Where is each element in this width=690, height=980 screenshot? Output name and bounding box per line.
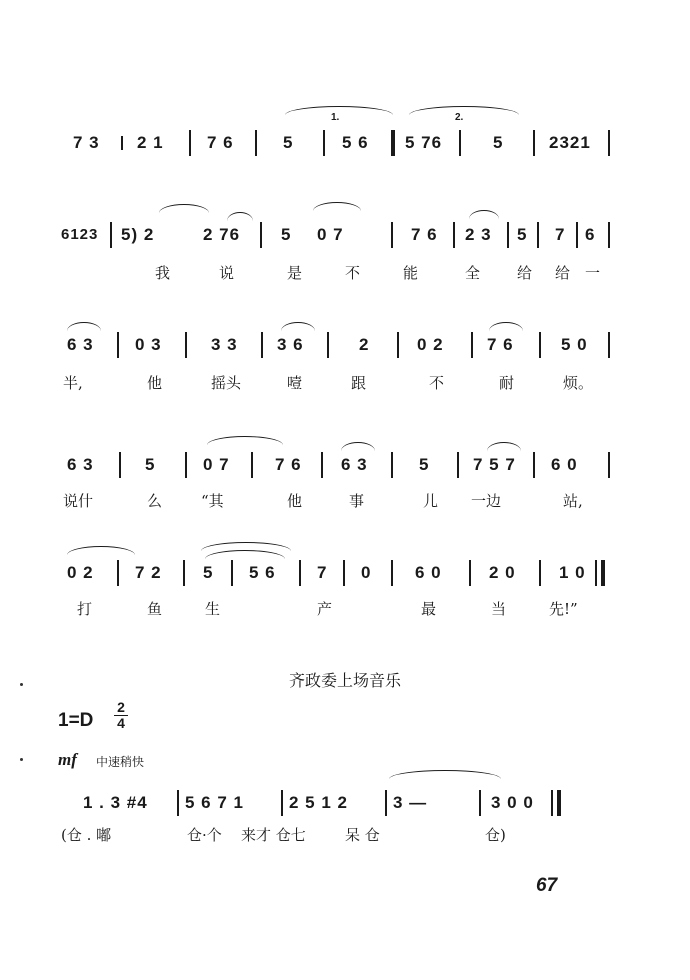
measure: 2321 bbox=[549, 133, 591, 152]
lyric: 噎 bbox=[287, 374, 303, 392]
percussion-syllables: (仓 . 嘟 bbox=[61, 826, 112, 844]
lyric: 摇头 bbox=[211, 374, 242, 392]
barline bbox=[391, 452, 393, 478]
percussion-row bbox=[55, 824, 615, 854]
barline bbox=[608, 222, 610, 248]
volta-second: 2. bbox=[455, 112, 464, 123]
lyric: 他 bbox=[287, 492, 303, 510]
lyrics-row-4 bbox=[55, 490, 615, 520]
barline bbox=[323, 130, 325, 156]
measure: 7 6 bbox=[275, 455, 302, 474]
barline bbox=[299, 560, 301, 586]
slur bbox=[227, 212, 253, 221]
measure: 1 . 3 #4 bbox=[83, 793, 148, 812]
section-title: 齐政委上场音乐 bbox=[288, 671, 401, 690]
barline bbox=[251, 452, 253, 478]
measure: 2 1 bbox=[137, 133, 164, 152]
barline bbox=[260, 222, 262, 248]
barline bbox=[397, 332, 399, 358]
measure: 2 5 1 2 bbox=[289, 793, 348, 812]
lyric: 能 bbox=[403, 264, 419, 282]
barline bbox=[595, 560, 597, 586]
score-row-6 bbox=[55, 788, 615, 818]
measure: 5 bbox=[517, 225, 528, 244]
meter-top: 2 bbox=[117, 699, 125, 715]
lyric: 说 bbox=[219, 264, 235, 282]
score-row-2 bbox=[55, 220, 615, 250]
measure: 3 — bbox=[393, 793, 428, 812]
lyric: 先!” bbox=[549, 600, 578, 618]
barline bbox=[391, 222, 393, 248]
score-row-4 bbox=[55, 450, 615, 480]
barline bbox=[327, 332, 329, 358]
lyric: 一 bbox=[585, 264, 601, 282]
barline bbox=[177, 790, 179, 816]
barline bbox=[117, 560, 119, 586]
barline bbox=[255, 130, 257, 156]
measure: 5 bbox=[203, 563, 214, 582]
lyric: 不 bbox=[345, 264, 361, 282]
measure: 5 6 7 1 bbox=[185, 793, 244, 812]
measure: 7 bbox=[317, 563, 328, 582]
measure: 6 3 bbox=[67, 455, 94, 474]
barline bbox=[459, 130, 461, 156]
lyric: 全 bbox=[465, 264, 481, 282]
measure: 7 3 bbox=[73, 133, 100, 152]
barline bbox=[189, 130, 191, 156]
barline bbox=[281, 790, 283, 816]
measure: 0 2 bbox=[417, 335, 444, 354]
measure: 5) 2 bbox=[121, 225, 155, 244]
lyric: 么 bbox=[147, 492, 163, 510]
percussion-syllables: 仓·个 bbox=[187, 826, 222, 844]
barline bbox=[261, 332, 263, 358]
measure: 5 6 bbox=[249, 563, 276, 582]
measure: 0 7 bbox=[203, 455, 230, 474]
percussion-syllables: 来才 仓七 bbox=[241, 826, 306, 844]
margin-mark bbox=[20, 758, 23, 761]
barline bbox=[453, 222, 455, 248]
measure: 0 7 bbox=[317, 225, 344, 244]
measure: 5 bbox=[283, 133, 294, 152]
final-barline bbox=[601, 560, 605, 586]
measure: 3 3 bbox=[211, 335, 238, 354]
key-signature: 1=D bbox=[58, 710, 94, 731]
lyrics-row-3 bbox=[55, 372, 615, 402]
measure: 6 3 bbox=[341, 455, 368, 474]
barline bbox=[385, 790, 387, 816]
lyric: 鱼 bbox=[147, 600, 163, 618]
lyric: 一边 bbox=[471, 492, 502, 510]
barline bbox=[471, 332, 473, 358]
slur bbox=[341, 442, 375, 451]
tempo-marking: 中速稍快 bbox=[96, 755, 145, 769]
barline bbox=[608, 130, 610, 156]
score-row-5 bbox=[55, 558, 615, 588]
measure: 5 bbox=[145, 455, 156, 474]
barline bbox=[608, 332, 610, 358]
measure: 7 5 7 bbox=[473, 455, 516, 474]
barline bbox=[457, 452, 459, 478]
score-row-3 bbox=[55, 330, 615, 360]
measure: 6123 bbox=[61, 226, 99, 243]
barline bbox=[576, 222, 578, 248]
lyric: 烦。 bbox=[563, 374, 594, 392]
barline bbox=[539, 332, 541, 358]
slur bbox=[67, 322, 101, 331]
lyrics-row-2 bbox=[55, 262, 615, 292]
measure: 7 6 bbox=[411, 225, 438, 244]
measure: 3 6 bbox=[277, 335, 304, 354]
measure: 6 0 bbox=[551, 455, 578, 474]
measure: 5 0 bbox=[561, 335, 588, 354]
lyric: 给 bbox=[555, 264, 571, 282]
score-row-1 bbox=[55, 112, 615, 158]
time-signature bbox=[114, 700, 128, 731]
barline bbox=[479, 790, 481, 816]
volta-first: 1. bbox=[331, 112, 340, 123]
lyric: 产 bbox=[317, 600, 333, 618]
slur bbox=[409, 106, 519, 115]
barline bbox=[539, 560, 541, 586]
measure: 0 3 bbox=[135, 335, 162, 354]
slur bbox=[469, 210, 499, 219]
barline bbox=[110, 222, 112, 248]
measure: 5 76 bbox=[405, 133, 443, 152]
lyric: 不 bbox=[429, 374, 445, 392]
meter-bottom: 4 bbox=[114, 715, 128, 731]
slur bbox=[67, 546, 135, 555]
slur bbox=[205, 550, 285, 559]
measure: 7 2 bbox=[135, 563, 162, 582]
measure: 6 3 bbox=[67, 335, 94, 354]
measure: 0 2 bbox=[67, 563, 94, 582]
margin-mark bbox=[20, 683, 23, 686]
measure: 7 6 bbox=[207, 133, 234, 152]
lyric: 生 bbox=[205, 600, 221, 618]
measure: 5 6 bbox=[342, 133, 369, 152]
slur bbox=[281, 322, 315, 331]
measure: 2 bbox=[359, 335, 370, 354]
barline bbox=[121, 136, 123, 150]
lyric: 事 bbox=[349, 492, 365, 510]
lyric: 当 bbox=[491, 600, 507, 618]
measure: 5 bbox=[419, 455, 430, 474]
measure: 6 bbox=[585, 225, 596, 244]
barline bbox=[507, 222, 509, 248]
measure: 7 bbox=[555, 225, 566, 244]
lyric: 说什 bbox=[63, 492, 94, 510]
measure: 2 3 bbox=[465, 225, 492, 244]
repeat-barline bbox=[391, 130, 395, 156]
slur bbox=[389, 770, 501, 779]
barline bbox=[533, 452, 535, 478]
slur bbox=[159, 204, 209, 213]
lyric: 最 bbox=[421, 600, 437, 618]
lyric: 是 bbox=[287, 264, 303, 282]
barline bbox=[185, 452, 187, 478]
measure: 6 0 bbox=[415, 563, 442, 582]
barline bbox=[551, 790, 553, 816]
final-barline bbox=[557, 790, 561, 816]
measure: 5 bbox=[493, 133, 504, 152]
measure: 1 0 bbox=[559, 563, 586, 582]
barline bbox=[185, 332, 187, 358]
lyric: 半, bbox=[63, 374, 83, 392]
barline bbox=[533, 130, 535, 156]
slur bbox=[489, 322, 523, 331]
lyrics-row-5 bbox=[55, 598, 615, 628]
slur bbox=[487, 442, 521, 451]
barline bbox=[391, 560, 393, 586]
barline bbox=[117, 332, 119, 358]
lyric: 跟 bbox=[351, 374, 367, 392]
measure: 2 0 bbox=[489, 563, 516, 582]
slur bbox=[313, 202, 361, 211]
barline bbox=[231, 560, 233, 586]
slur bbox=[207, 436, 283, 445]
percussion-syllables: 仓) bbox=[485, 826, 506, 844]
measure: 3 0 0 bbox=[491, 793, 534, 812]
barline bbox=[183, 560, 185, 586]
barline bbox=[321, 452, 323, 478]
lyric: 给 bbox=[517, 264, 533, 282]
measure: 0 bbox=[361, 563, 372, 582]
barline bbox=[343, 560, 345, 586]
percussion-syllables: 呆 仓 bbox=[345, 826, 380, 844]
lyric: 他 bbox=[147, 374, 163, 392]
dynamic-marking: mf bbox=[58, 750, 77, 769]
measure: 5 bbox=[281, 225, 292, 244]
barline bbox=[119, 452, 121, 478]
page-number: 67 bbox=[536, 875, 558, 896]
lyric: 打 bbox=[77, 600, 93, 618]
barline bbox=[469, 560, 471, 586]
barline bbox=[608, 452, 610, 478]
lyric: 站, bbox=[563, 492, 583, 510]
measure: 7 6 bbox=[487, 335, 514, 354]
measure: 2 76 bbox=[203, 225, 241, 244]
barline bbox=[537, 222, 539, 248]
lyric: “其 bbox=[201, 492, 224, 510]
lyric: 我 bbox=[155, 264, 171, 282]
lyric: 儿 bbox=[423, 492, 439, 510]
lyric: 耐 bbox=[499, 374, 515, 392]
